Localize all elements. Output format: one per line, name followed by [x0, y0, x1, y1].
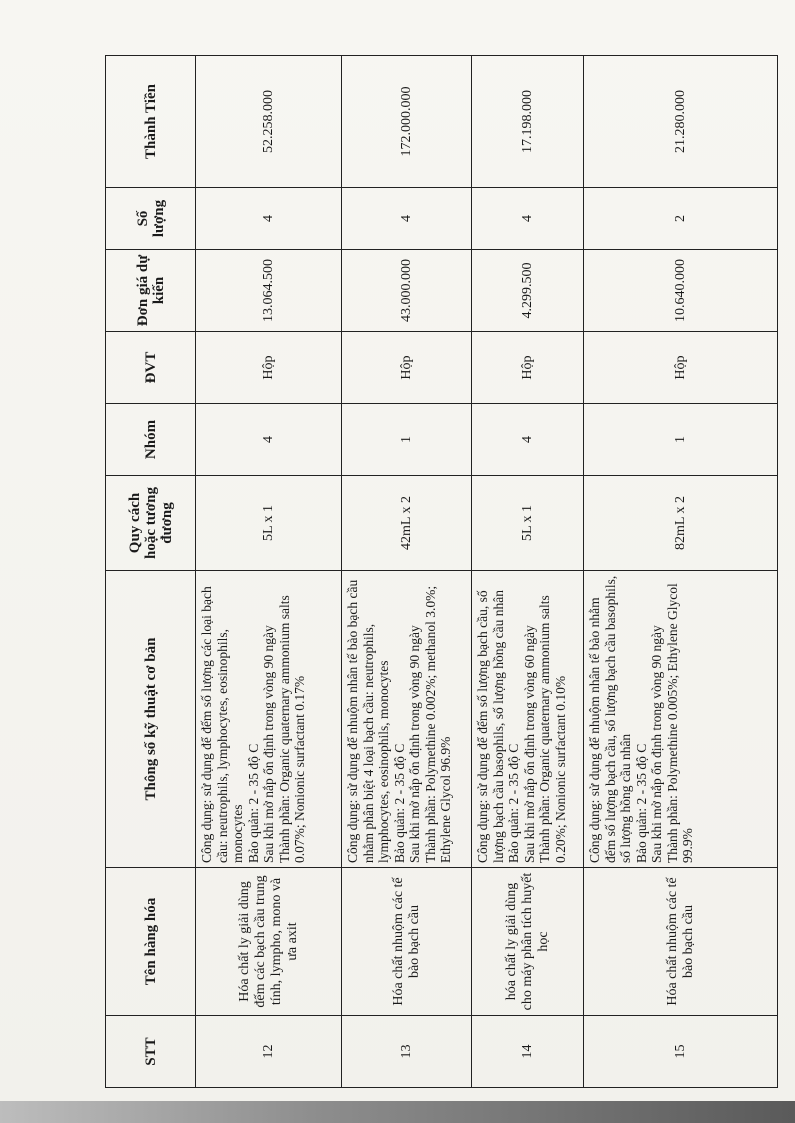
row-package: 5L x 1 — [196, 476, 342, 571]
row-qty: 4 — [342, 188, 472, 250]
table-row — [342, 56, 472, 1088]
row-total: 21.280.000 — [584, 56, 778, 188]
spec-line: Bảo quản: 2 - 35 độ C — [506, 743, 521, 863]
row-unit: Hộp — [472, 332, 584, 404]
header-stt: STT — [106, 1016, 196, 1088]
spec-line: Sau khi mở nắp ổn định trong vòng 90 ngày — [649, 625, 664, 863]
spec-line: Công dụng: sử dụng để đếm số lượng bạch cầu, số lượng bạch cầu basophils, số lượng hồng cầu nhân — [475, 590, 506, 863]
row-spec — [342, 571, 472, 868]
row-package: 42mL x 2 — [342, 476, 472, 571]
row-qty: 4 — [472, 188, 584, 250]
row-package: 82mL x 2 — [584, 476, 778, 571]
header-package: Quy cách hoặc tương đương — [106, 476, 196, 571]
row-stt: 12 — [196, 1016, 342, 1088]
row-group: 4 — [196, 404, 342, 476]
table-row — [584, 56, 778, 1088]
row-unit: Hộp — [196, 332, 342, 404]
table-row — [196, 56, 342, 1088]
row-total: 172.000.000 — [342, 56, 472, 188]
spec-line: Thành phần: Organic quaternary ammonium salts 0.07%; Nonionic surfactant 0.17% — [276, 595, 307, 863]
rotated-table-wrapper — [105, 56, 777, 1088]
spec-line: Bảo quản: 2 - 35 độ C — [391, 743, 407, 863]
row-spec — [472, 571, 584, 868]
header-spec: Thông số kỹ thuật cơ bản — [106, 571, 196, 868]
spec-line: Công dụng: sử dụng để nhuộm nhân tế bào nhằm đếm số lượng bạch cầu, số lượng bạch cầu basophils, số lượng hồng cầu nhân — [587, 575, 633, 863]
spec-line: Sau khi mở nắp ổn định trong vòng 60 ngày — [521, 625, 537, 863]
spec-line: Sau khi mở nắp ổn định trong vòng 90 ngày — [407, 625, 422, 863]
spec-line: Công dụng: sử dụng để nhuộm nhân tế bào bạch cầu nhằm phân biệt 4 loại bạch cầu: neutrophils, lymphocytes, eosinophils, monocytes — [345, 579, 391, 863]
row-spec — [196, 571, 342, 868]
header-unit: ĐVT — [106, 332, 196, 404]
row-stt: 13 — [342, 1016, 472, 1088]
header-qty: Số lượng — [106, 188, 196, 250]
row-price: 10.640.000 — [584, 250, 778, 332]
row-unit: Hộp — [584, 332, 778, 404]
spec-line: Thành phần: Polymethine 0.002%; methanol 3.0%; Ethylene Glycol 96.9% — [422, 585, 453, 863]
row-stt: 14 — [472, 1016, 584, 1088]
row-price: 4.299.500 — [472, 250, 584, 332]
table-row — [472, 56, 584, 1088]
spec-line: Sau khi mở nắp ổn định trong vòng 90 ngày — [261, 625, 276, 863]
row-price: 43.000.000 — [342, 250, 472, 332]
spec-line: Thành phần: Organic quaternary ammonium salts 0.20%; Nonionic surfactant 0.10% — [537, 595, 568, 863]
row-group: 1 — [342, 404, 472, 476]
spec-line: Bảo quản: 2 - 35 độ C — [245, 743, 261, 863]
header-group: Nhóm — [106, 404, 196, 476]
spec-line: Công dụng: sử dụng để đếm số lượng các loại bạch cầu: neutrophils, lymphocytes, eosinophils, monocytes — [199, 586, 245, 863]
row-group: 4 — [472, 404, 584, 476]
table-header-row — [106, 56, 196, 1088]
row-qty: 2 — [584, 188, 778, 250]
row-spec — [584, 571, 778, 868]
header-name: Tên hàng hóa — [106, 868, 196, 1016]
row-name: Hóa chất nhuộm các tế bào bạch cầu — [584, 868, 778, 1016]
row-package: 5L x 1 — [472, 476, 584, 571]
row-name: Hóa chất ly giải dùng đếm các bạch cầu trung tính, lympho, mono và ưa axit — [196, 868, 342, 1016]
spec-line: Bảo quản: 2 - 35 độ C — [633, 743, 649, 863]
row-qty: 4 — [196, 188, 342, 250]
row-stt: 15 — [584, 1016, 778, 1088]
header-price: Đơn giá dự kiến — [106, 250, 196, 332]
row-name: Hóa chất nhuộm các tế bào bạch cầu — [342, 868, 472, 1016]
row-group: 1 — [584, 404, 778, 476]
row-total: 52.258.000 — [196, 56, 342, 188]
row-price: 13.064.500 — [196, 250, 342, 332]
row-total: 17.198.000 — [472, 56, 584, 188]
row-name: hóa chất ly giải dùng cho máy phân tích huyết học — [472, 868, 584, 1016]
scanner-edge-strip — [0, 1101, 795, 1123]
header-total: Thành Tiền — [106, 56, 196, 188]
goods-table — [105, 55, 778, 1088]
spec-line: Thành phần: Polymethine 0.005%; Ethylene Glycol 99.9% — [664, 583, 695, 863]
row-unit: Hộp — [342, 332, 472, 404]
